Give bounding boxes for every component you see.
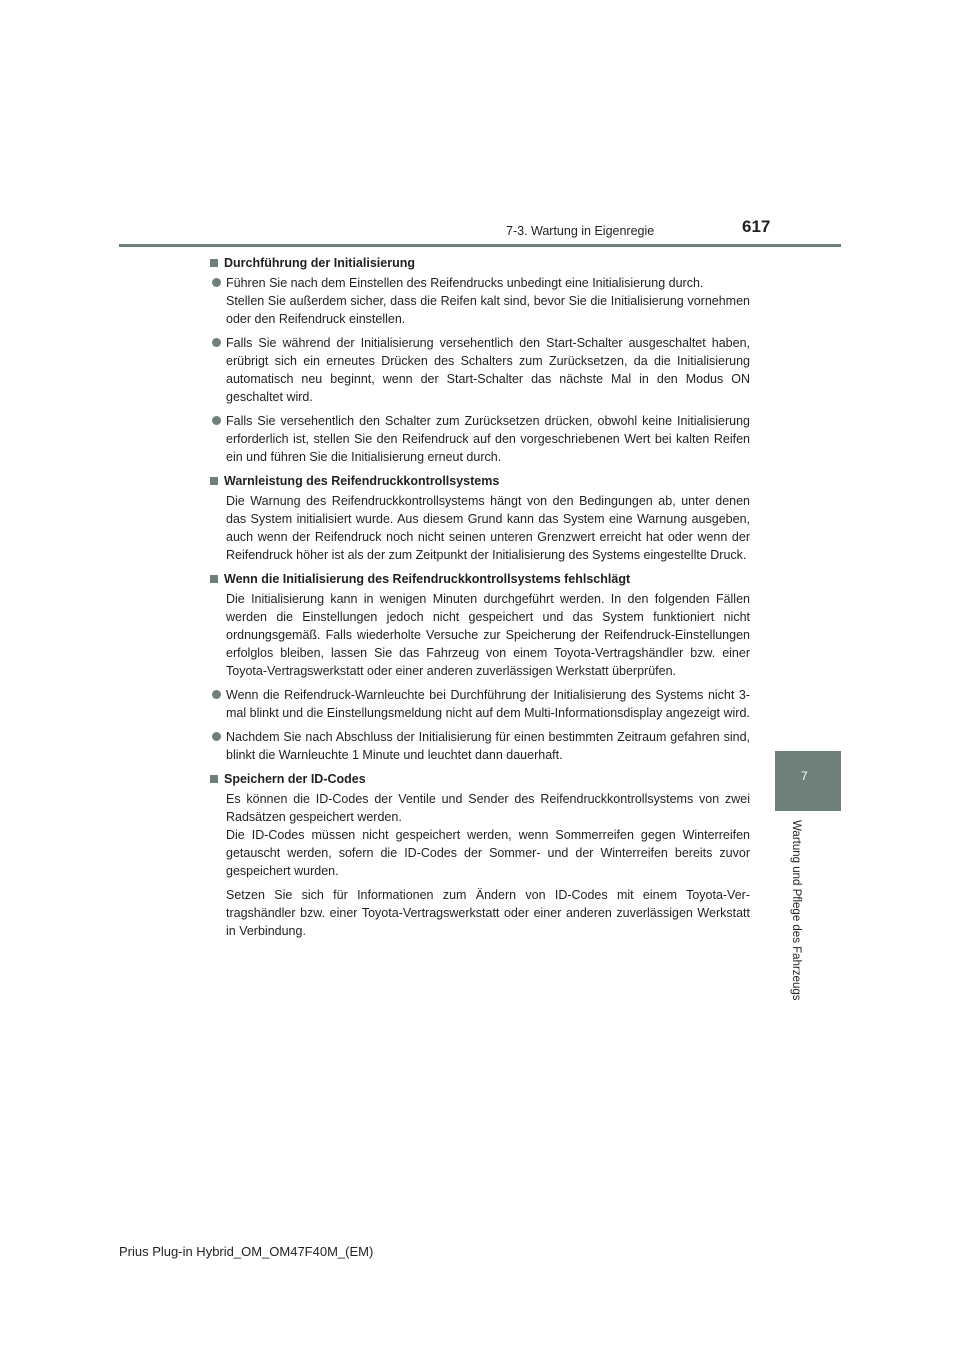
bullet-line: Nachdem Sie nach Abschluss der Initialisierung für einen bestimmten Zeitraum gefahren sind, blinkt die Warnleuchte 1 Minute und leuchtet dann dauerhaft. — [226, 730, 750, 762]
section-initialization-failure — [210, 570, 750, 764]
circle-bullet-icon — [212, 690, 221, 699]
paragraph — [226, 492, 750, 564]
circle-bullet-icon — [212, 278, 221, 287]
paragraph — [226, 790, 750, 880]
circle-bullet-icon — [212, 732, 221, 741]
page-content — [210, 254, 750, 946]
square-bullet-icon — [210, 775, 218, 783]
section-heading-text: Warnleistung des Reifendruckkontrollsystems — [224, 474, 500, 488]
section-heading-text: Wenn die Initialisierung des Reifendruckkontrollsystems fehlschlägt — [224, 572, 631, 586]
section-warning-performance — [210, 472, 750, 564]
bullet-line: Wenn die Reifendruck-Warnleuchte bei Durchführung der Initialisierung des Systems nicht 3-mal blinkt und die Einstellungsmeldung nicht auf dem Multi-Informationsdisplay angezeigt wird. — [226, 688, 750, 720]
paragraph-line: Es können die ID-Codes der Ventile und Sender des Reifendruckkontrollsystems von zwei Radsätzen gespeichert werden. — [226, 792, 750, 824]
section-heading — [210, 770, 750, 788]
page-number: 617 — [742, 217, 771, 236]
bullet-text — [226, 728, 750, 764]
paragraph-line: Setzen Sie sich für Informationen zum Ändern von ID-Codes mit einem Toyota-Vertragshändler bzw. einer Toyota-Vertragswerkstatt oder einer anderen zuverlässigen Werkstatt in Verbindung. — [226, 888, 750, 938]
section-heading-text: Speichern der ID-Codes — [224, 772, 366, 786]
circle-bullet-icon — [212, 416, 221, 425]
bullet-item — [210, 412, 750, 466]
bullet-item — [210, 334, 750, 406]
section-id-codes — [210, 770, 750, 940]
section-heading-text: Durchführung der Initialisierung — [224, 256, 415, 270]
section-heading — [210, 472, 750, 490]
chapter-tab — [775, 751, 841, 811]
bullet-line: Falls Sie versehentlich den Schalter zum Zurücksetzen drücken, obwohl keine Initialisierung erforderlich ist, stellen Sie den Reifendruck auf den vorgeschriebenen Wert bei kalten Reifen ein und führen Sie die Initialisierung erneut durch. — [226, 414, 750, 464]
paragraph-line: Die Warnung des Reifendruckkontrollsystems hängt von den Bedingungen ab, unter denen das System initialisiert wurde. Aus diesem Grund kann das System eine Warnung ausgeben, auch wenn der Reifendruck noch nicht seinen unteren Grenzwert erreicht hat oder wenn der Reifendruck höher ist als der zum Zeitpunkt der Initialisierung des Systems eingestellte Druck. — [226, 494, 750, 562]
section-heading — [210, 570, 750, 588]
bullet-text — [226, 686, 750, 722]
bullet-text — [226, 274, 750, 328]
section-initialization — [210, 254, 750, 466]
bullet-text — [226, 334, 750, 406]
document-footer: Prius Plug-in Hybrid_OM_OM47F40M_(EM) — [119, 1244, 374, 1259]
bullet-text — [226, 412, 750, 466]
chapter-tab-label: Wartung und Pflege des Fahrzeugs — [790, 820, 802, 1001]
bullet-line: Führen Sie nach dem Einstellen des Reifendrucks unbedingt eine Initialisierung durch. — [226, 276, 704, 290]
bullet-item — [210, 274, 750, 328]
header-rule — [119, 244, 841, 247]
header-section-title: 7-3. Wartung in Eigenregie — [506, 224, 655, 238]
square-bullet-icon — [210, 477, 218, 485]
bullet-item — [210, 686, 750, 722]
bullet-line: Falls Sie während der Initialisierung versehentlich den Start-Schalter ausgeschaltet haben, erübrigt sich ein erneutes Drücken des Schalters zum Zurücksetzen, da die Initialisierung automatisch neu beginnt, wenn der Start-Schalter das nächste Mal in den Modus ON geschaltet wird. — [226, 336, 750, 404]
square-bullet-icon — [210, 575, 218, 583]
section-heading — [210, 254, 750, 272]
paragraph-line: Die Initialisierung kann in wenigen Minuten durchgeführt werden. In den folgenden Fällen werden die Einstellungen jedoch nicht gespeichert und das System funktioniert nicht ordnungsgemäß. Falls wiederholte Versuche zur Speicherung der Reifendruck-Einstellungen erfolglos bleiben, lassen Sie das Fahrzeug von einem Toyota-Vertragshändler bzw. einer Toyota-Vertragswerkstatt oder einer anderen zuverlässigen Werkstatt überprüfen. — [226, 592, 750, 678]
bullet-line: Stellen Sie außerdem sicher, dass die Reifen kalt sind, bevor Sie die Initialisierung vornehmen oder den Reifendruck einstellen. — [226, 294, 750, 326]
chapter-tab-number: 7 — [801, 769, 808, 783]
paragraph — [226, 590, 750, 680]
bullet-item — [210, 728, 750, 764]
square-bullet-icon — [210, 259, 218, 267]
circle-bullet-icon — [212, 338, 221, 347]
paragraph-line: Die ID-Codes müssen nicht gespeichert werden, wenn Sommerreifen gegen Winterreifen getauscht werden, sofern die ID-Codes der Sommer- und der Winterreifen bereits zuvor gespeichert wurden. — [226, 828, 750, 878]
paragraph — [226, 886, 750, 940]
